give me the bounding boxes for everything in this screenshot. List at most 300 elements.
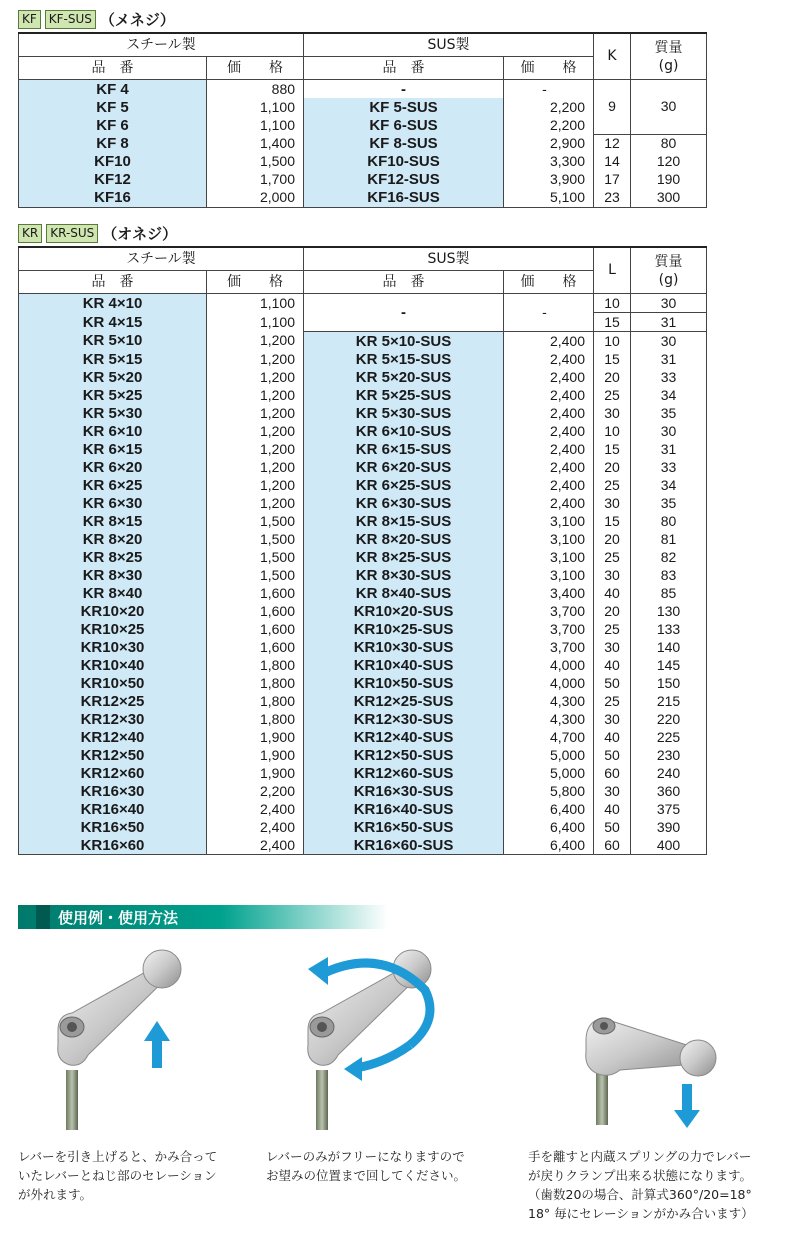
mass-value: 31 [631,313,707,332]
sus-price: 5,800 [504,782,594,800]
sus-price: 3,100 [504,566,594,584]
dim-value: 10 [594,332,631,351]
sus-price: 3,100 [504,512,594,530]
sus-code: KR10×25-SUS [304,620,504,638]
sus-price: 3,700 [504,602,594,620]
table-row [19,530,707,548]
dim-value: 50 [594,746,631,764]
sus-code: KR10×50-SUS [304,674,504,692]
sus-price: 2,400 [504,440,594,458]
dim-value: 40 [594,656,631,674]
mass-value: 375 [631,800,707,818]
table-row [19,494,707,512]
table-row [19,512,707,530]
steel-code: KR12×50 [19,746,207,764]
steel-code: KR10×20 [19,602,207,620]
hex-socket [67,1022,77,1032]
sus-price: 4,700 [504,728,594,746]
mass-value: 190 [631,171,707,189]
steel-code: KR 8×25 [19,548,207,566]
section-marker [36,905,50,929]
kf-sus-code-header: 品 番 [304,57,504,80]
steel-price: 2,400 [207,818,304,836]
mass-value: 85 [631,584,707,602]
steel-code: KR16×30 [19,782,207,800]
table-row [19,80,707,99]
sus-code: KR 6×20-SUS [304,458,504,476]
sus-price: 6,400 [504,836,594,855]
table-row [19,476,707,494]
sus-code: KF12-SUS [304,171,504,189]
kf-dim-header: K [594,33,631,80]
sus-price: 4,000 [504,674,594,692]
steel-code: KF 4 [19,80,207,99]
mass-value: 83 [631,566,707,584]
sus-price: 5,000 [504,746,594,764]
sus-code: KF10-SUS [304,153,504,171]
sus-price: 5,000 [504,764,594,782]
lever-knob [680,1040,716,1076]
table-row [19,548,707,566]
lever-lift-illustration [40,935,200,1130]
sus-price: 6,400 [504,818,594,836]
steel-price: 880 [207,80,304,99]
mass-value: 130 [631,602,707,620]
steel-price: 2,200 [207,782,304,800]
steel-code: KF10 [19,153,207,171]
steel-price: 1,200 [207,386,304,404]
mass-value: 390 [631,818,707,836]
dim-value: 30 [594,638,631,656]
steel-price: 1,200 [207,494,304,512]
table-row [19,710,707,728]
steel-code: KR 6×30 [19,494,207,512]
table-row [19,818,707,836]
sus-price: 3,400 [504,584,594,602]
steel-code: KR16×40 [19,800,207,818]
steel-price: 1,600 [207,602,304,620]
table-row [19,746,707,764]
sus-price: 4,000 [504,656,594,674]
dim-value: 60 [594,836,631,855]
dim-value: 25 [594,692,631,710]
table-row [19,368,707,386]
steel-code: KR 4×15 [19,313,207,332]
sus-code: KR12×60-SUS [304,764,504,782]
table-row [19,728,707,746]
sus-code: KR 8×30-SUS [304,566,504,584]
steel-code: KR 5×30 [19,404,207,422]
table-row [19,332,707,351]
sus-price: 2,900 [504,134,594,153]
steel-code: KR16×60 [19,836,207,855]
kr-steel-price-header: 価 格 [207,271,304,294]
table-row [19,440,707,458]
steel-code: KR10×50 [19,674,207,692]
sus-price: 2,400 [504,350,594,368]
table-row [19,800,707,818]
kr-section-title [18,222,177,244]
table-row [19,350,707,368]
kr-title-text: （オネジ） [102,224,178,243]
steel-price: 1,100 [207,294,304,313]
sus-code: KF 6-SUS [304,116,504,134]
kf-section-title [18,8,175,30]
table-row [19,584,707,602]
sus-price: 5,100 [504,189,594,208]
kr-spec-table [18,246,707,855]
kf-title-text: （メネジ） [99,10,175,29]
sus-code: KR 6×30-SUS [304,494,504,512]
kf-mass-header [631,33,707,80]
sus-code: KR10×30-SUS [304,638,504,656]
mass-value: 300 [631,189,707,208]
mass-value: 30 [631,422,707,440]
sus-code: KR 5×30-SUS [304,404,504,422]
mass-value: 133 [631,620,707,638]
mass-value: 33 [631,368,707,386]
steel-code: KR10×40 [19,656,207,674]
steel-price: 1,400 [207,134,304,153]
sus-code: KR 5×25-SUS [304,386,504,404]
dim-value: 40 [594,728,631,746]
steel-code: KR16×50 [19,818,207,836]
sus-price: 6,400 [504,800,594,818]
dim-value: 12 [594,134,631,153]
steel-price: 1,200 [207,422,304,440]
mass-value: 31 [631,440,707,458]
down-arrow-icon [682,1084,692,1112]
steel-code: KR 5×15 [19,350,207,368]
up-arrow-icon [152,1038,162,1068]
steel-code: KR 6×25 [19,476,207,494]
kf-steel-price-header: 価 格 [207,57,304,80]
table-row [19,171,707,189]
dim-value: 17 [594,171,631,189]
dim-value: 25 [594,620,631,638]
table-row [19,294,707,313]
steel-price: 1,200 [207,440,304,458]
table-row [19,153,707,171]
steel-price: 1,200 [207,476,304,494]
sus-code: KR16×60-SUS [304,836,504,855]
sus-code: KR16×50-SUS [304,818,504,836]
steel-code: KR 8×30 [19,566,207,584]
table-row [19,602,707,620]
kr-sus-price-header: 価 格 [504,271,594,294]
steel-price: 1,700 [207,171,304,189]
sus-price: 2,400 [504,458,594,476]
dim-value: 15 [594,440,631,458]
kr-sus-header: SUS製 [304,247,594,271]
sus-price: 2,200 [504,98,594,116]
steel-code: KR 5×10 [19,332,207,351]
sus-code: KF 8-SUS [304,134,504,153]
mass-value: 80 [631,512,707,530]
steel-code: KR 5×20 [19,368,207,386]
lever-rotate-illustration [290,935,450,1130]
dim-value: 50 [594,818,631,836]
dim-value: 60 [594,764,631,782]
mass-value: 150 [631,674,707,692]
hex-socket [600,1022,608,1030]
sus-code: KF16-SUS [304,189,504,208]
steel-price: 1,500 [207,566,304,584]
sus-code: KR12×50-SUS [304,746,504,764]
sus-price: 3,100 [504,548,594,566]
kf-sus-tag: KF-SUS [45,10,96,29]
steel-price: 1,500 [207,153,304,171]
steel-price: 1,100 [207,98,304,116]
table-row [19,782,707,800]
kr-mass-header [631,247,707,294]
steel-price: 1,800 [207,656,304,674]
sus-price: 2,200 [504,116,594,134]
steel-price: 1,200 [207,458,304,476]
steel-code: KR 6×20 [19,458,207,476]
table-row [19,404,707,422]
steel-price: 1,900 [207,728,304,746]
mass-value: 81 [631,530,707,548]
kr-steel-header: スチール製 [19,247,304,271]
steel-code: KF 8 [19,134,207,153]
mass-value: 34 [631,386,707,404]
steel-code: KR 8×15 [19,512,207,530]
kf-mass-unit: (g) [658,57,679,74]
dim-value: 30 [594,710,631,728]
steel-code: KR 6×15 [19,440,207,458]
lever-return-illustration [570,1000,730,1130]
mass-value: 140 [631,638,707,656]
steel-price: 1,100 [207,313,304,332]
sus-price: 2,400 [504,386,594,404]
steel-price: 1,600 [207,620,304,638]
kr-sus-tag: KR-SUS [46,224,98,243]
steel-price: 2,000 [207,189,304,208]
sus-code: KR12×30-SUS [304,710,504,728]
lever-knob [143,950,181,988]
sus-price: 3,700 [504,638,594,656]
steel-code: KR 8×40 [19,584,207,602]
screw-thread [66,1070,78,1130]
steel-price: 1,900 [207,746,304,764]
steel-price: 1,200 [207,404,304,422]
dim-value: 9 [594,80,631,135]
table-row [19,620,707,638]
mass-value: 230 [631,746,707,764]
dim-value: 15 [594,512,631,530]
dim-value: 23 [594,189,631,208]
dim-value: 30 [594,566,631,584]
steel-code: KR12×40 [19,728,207,746]
steel-code: KR 4×10 [19,294,207,313]
sus-code: KR 8×20-SUS [304,530,504,548]
steel-code: KR 5×25 [19,386,207,404]
sus-price: 3,700 [504,620,594,638]
dim-value: 30 [594,494,631,512]
mass-value: 33 [631,458,707,476]
sus-code: KR16×40-SUS [304,800,504,818]
sus-price: 4,300 [504,692,594,710]
dim-value: 50 [594,674,631,692]
mass-value: 34 [631,476,707,494]
sus-code: KR16×30-SUS [304,782,504,800]
kf-sus-header: SUS製 [304,33,594,57]
steel-price: 1,800 [207,692,304,710]
table-row [19,386,707,404]
dim-value: 25 [594,476,631,494]
sus-code: KR 8×25-SUS [304,548,504,566]
table-row [19,764,707,782]
sus-price: 3,100 [504,530,594,548]
dim-value: 20 [594,368,631,386]
sus-code: KR 6×25-SUS [304,476,504,494]
sus-price: - [504,294,594,332]
table-row [19,566,707,584]
kr-mass-unit: (g) [658,271,679,288]
steel-code: KR10×25 [19,620,207,638]
dim-value: 20 [594,458,631,476]
mass-value: 35 [631,494,707,512]
sus-code: KR12×40-SUS [304,728,504,746]
sus-code: KF 5-SUS [304,98,504,116]
kf-tag: KF [18,10,41,29]
mass-value: 225 [631,728,707,746]
steel-price: 1,200 [207,350,304,368]
steel-code: KR10×30 [19,638,207,656]
sus-price: 3,300 [504,153,594,171]
dim-value: 30 [594,404,631,422]
sus-price: 3,900 [504,171,594,189]
kf-steel-header: スチール製 [19,33,304,57]
dim-value: 10 [594,294,631,313]
mass-value: 30 [631,294,707,313]
steel-price: 1,100 [207,116,304,134]
steel-code: KR12×60 [19,764,207,782]
usage-section-header [18,905,388,929]
sus-code: KR 8×40-SUS [304,584,504,602]
dim-value: 40 [594,800,631,818]
mass-value: 30 [631,332,707,351]
table-row [19,674,707,692]
kr-sus-code-header: 品 番 [304,271,504,294]
sus-price: 2,400 [504,494,594,512]
table-row [19,422,707,440]
steel-price: 1,500 [207,548,304,566]
mass-value: 360 [631,782,707,800]
steel-code: KF 6 [19,116,207,134]
kf-sus-price-header: 価 格 [504,57,594,80]
mass-value: 145 [631,656,707,674]
sus-price: 2,400 [504,476,594,494]
sus-code: - [304,294,504,332]
mass-value: 35 [631,404,707,422]
sus-price: 2,400 [504,404,594,422]
mass-value: 120 [631,153,707,171]
dim-value: 15 [594,350,631,368]
mass-value: 80 [631,134,707,153]
dim-value: 14 [594,153,631,171]
steel-price: 1,800 [207,674,304,692]
hex-socket [317,1022,327,1032]
dim-value: 40 [594,584,631,602]
steel-price: 1,600 [207,638,304,656]
sus-price: 2,400 [504,332,594,351]
steel-price: 1,800 [207,710,304,728]
sus-price: 2,400 [504,422,594,440]
usage-title: 使用例・使用方法 [58,909,179,927]
sus-code: KR10×20-SUS [304,602,504,620]
kf-steel-code-header: 品 番 [19,57,207,80]
steel-price: 1,500 [207,530,304,548]
mass-value: 220 [631,710,707,728]
sus-price: 4,300 [504,710,594,728]
table-row [19,836,707,855]
dim-value: 20 [594,602,631,620]
kf-spec-table [18,32,707,208]
steel-code: KF 5 [19,98,207,116]
sus-code: KR12×25-SUS [304,692,504,710]
table-row [19,692,707,710]
dim-value: 15 [594,313,631,332]
kr-tag: KR [18,224,42,243]
steel-price: 1,900 [207,764,304,782]
sus-code: KR 8×15-SUS [304,512,504,530]
table-row [19,656,707,674]
caption-lift: レバーを引き上げると、かみ合って いたレバーとねじ部のセレーション が外れます。 [18,1149,218,1202]
steel-price: 1,200 [207,332,304,351]
steel-price: 2,400 [207,800,304,818]
kr-mass-label: 質量 [654,253,683,270]
dim-value: 25 [594,386,631,404]
kr-steel-code-header: 品 番 [19,271,207,294]
steel-code: KF16 [19,189,207,208]
steel-code: KR 8×20 [19,530,207,548]
sus-code: KR 5×20-SUS [304,368,504,386]
table-row [19,189,707,208]
caption-return: 手を離すと内蔵スプリングの力でレバー が戻りクランプ出来る状態になります。 （歯数20の場合、計算式360°/20=18° 18° 毎にセレーションがかみ合います） [528,1149,754,1221]
sus-price: 2,400 [504,368,594,386]
steel-code: KR 6×10 [19,422,207,440]
mass-value: 31 [631,350,707,368]
steel-code: KR12×30 [19,710,207,728]
sus-price: - [504,80,594,99]
mass-value: 240 [631,764,707,782]
dim-value: 20 [594,530,631,548]
table-row [19,134,707,153]
steel-price: 2,400 [207,836,304,855]
dim-value: 25 [594,548,631,566]
kr-dim-header: L [594,247,631,294]
mass-value: 400 [631,836,707,855]
sus-code: KR 6×15-SUS [304,440,504,458]
steel-price: 1,600 [207,584,304,602]
dim-value: 30 [594,782,631,800]
mass-value: 30 [631,80,707,135]
steel-price: 1,500 [207,512,304,530]
table-row [19,638,707,656]
caption-rotate: レバーのみがフリーになりますので お望みの位置まで回してください。 [266,1149,467,1183]
mass-value: 215 [631,692,707,710]
sus-code: - [304,80,504,99]
mass-value: 82 [631,548,707,566]
dim-value: 10 [594,422,631,440]
sus-code: KR 5×15-SUS [304,350,504,368]
steel-price: 1,200 [207,368,304,386]
steel-code: KR12×25 [19,692,207,710]
kf-mass-label: 質量 [654,39,683,56]
table-row [19,458,707,476]
